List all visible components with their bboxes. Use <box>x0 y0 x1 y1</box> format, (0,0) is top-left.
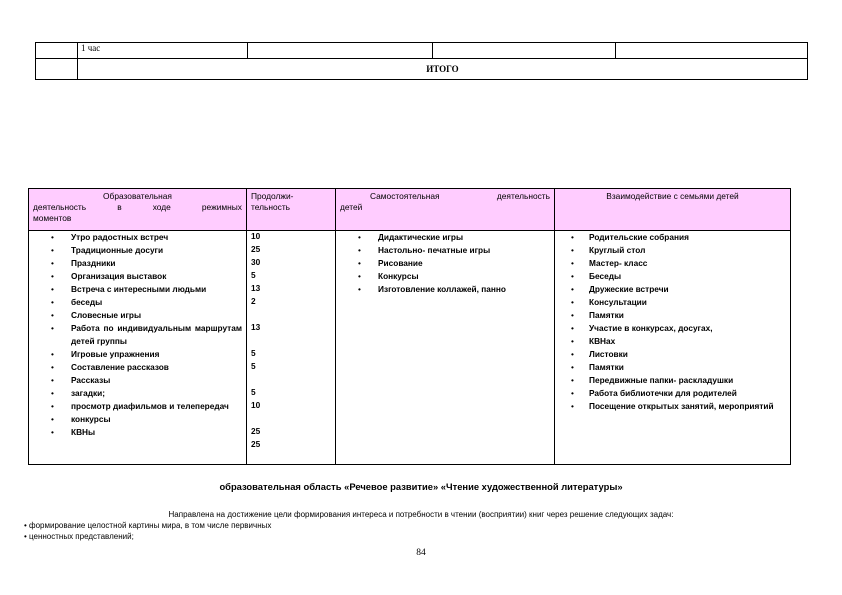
header-family-interaction <box>555 189 791 231</box>
header-text: Взаимодействие с семьями детей <box>606 191 739 201</box>
list-item: • Листовки <box>555 348 790 361</box>
activity-list <box>336 231 554 296</box>
list-item: • Утро радостных встреч <box>29 231 246 244</box>
cell <box>36 43 78 59</box>
list-item: • Словесные игры <box>29 309 246 322</box>
header-duration <box>247 189 336 231</box>
summary-table <box>35 42 808 80</box>
list-item: • Посещение открытых занятий, мероприятий <box>555 400 790 413</box>
page-number: 84 <box>416 548 426 558</box>
list-item: • Дидактические игры <box>336 231 554 244</box>
list-item: • Работа по индивидуальным маршрутам детей группы <box>29 322 246 348</box>
duration-value: 13 <box>251 322 261 332</box>
list-item: • Беседы <box>555 270 790 283</box>
list-item: • Встреча с интересными людьми <box>29 283 246 296</box>
col-educational-activity <box>29 231 247 465</box>
duration-value: 10 <box>251 231 261 241</box>
list-item: • Памятки <box>555 361 790 374</box>
header-text: Образовательная <box>103 191 172 201</box>
bullet-line: • ценностных представлений; <box>24 532 134 541</box>
list-item: • Настольно- печатные игры <box>336 244 554 257</box>
list-item: • Участие в конкурсах, досугах, <box>555 322 790 335</box>
total-label: ИТОГО <box>78 59 808 80</box>
list-item: • Мастер- класс <box>555 257 790 270</box>
list-item: • Составление рассказов <box>29 361 246 374</box>
duration-value: 25 <box>251 426 261 436</box>
bullet-line: • формирование целостной картины мира, в том числе первичных <box>24 521 272 530</box>
header-independent-activity <box>336 189 555 231</box>
list-item: • Рассказы <box>29 374 246 387</box>
header-text: моментов <box>33 213 72 223</box>
duration-value: 30 <box>251 257 261 267</box>
list-item: • конкурсы <box>29 413 246 426</box>
list-item: • Организация выставок <box>29 270 246 283</box>
duration-value: 25 <box>251 244 261 254</box>
duration-value: 25 <box>251 439 261 449</box>
duration-value: 5 <box>251 270 256 280</box>
list-item: • Изготовление коллажей, панно <box>336 283 554 296</box>
list-item: • Рисование <box>336 257 554 270</box>
cell <box>248 43 433 59</box>
duration-value: 13 <box>251 283 261 293</box>
header-text: Самостоятельная деятельность <box>370 191 550 201</box>
cell <box>433 43 616 59</box>
list-item: • КВНах <box>555 335 790 348</box>
list-item: • Дружеские встречи <box>555 283 790 296</box>
duration-value: 5 <box>251 387 256 397</box>
list-item: • Консультации <box>555 296 790 309</box>
duration-value: 10 <box>251 400 261 410</box>
list-item: • Традиционные досуги <box>29 244 246 257</box>
cell <box>36 59 78 80</box>
list-item: • Передвижные папки- раскладушки <box>555 374 790 387</box>
section-heading: образовательная область «Речевое развитие» «Чтение художественной литературы» <box>219 481 623 492</box>
list-item: • Праздники <box>29 257 246 270</box>
list-item: • Игровые упражнения <box>29 348 246 361</box>
list-item: • загадки; <box>29 387 246 400</box>
duration-list <box>247 231 335 459</box>
header-text: тельность <box>251 202 291 212</box>
list-item: • КВНы <box>29 426 246 439</box>
list-item: • Конкурсы <box>336 270 554 283</box>
duration-value: 2 <box>251 296 256 306</box>
header-educational-activity <box>29 189 247 231</box>
cell <box>616 43 808 59</box>
list-item: • Памятки <box>555 309 790 322</box>
activity-list <box>555 231 790 413</box>
header-text: Продолжи- <box>251 191 294 201</box>
col-duration <box>247 231 336 465</box>
header-text: деятельность в ходе режимных <box>33 202 242 212</box>
list-item: • Работа библиотечки для родителей <box>555 387 790 400</box>
list-item: • Круглый стол <box>555 244 790 257</box>
list-item: • просмотр диафильмов и телепередач <box>29 400 246 413</box>
col-independent-activity <box>336 231 555 465</box>
list-item: • Родительские собрания <box>555 231 790 244</box>
activity-list <box>29 231 246 439</box>
paragraph: Направлена на достижение цели формирования интереса и потребности в чтении (восприятии) книг через решение следующих задач: <box>168 510 674 519</box>
activities-table <box>28 188 791 465</box>
duration-value: 5 <box>251 348 256 358</box>
header-text: детей <box>340 202 363 212</box>
list-item: • беседы <box>29 296 246 309</box>
col-family-interaction <box>555 231 791 465</box>
duration-cell: 1 час <box>78 43 248 59</box>
duration-value: 5 <box>251 361 256 371</box>
